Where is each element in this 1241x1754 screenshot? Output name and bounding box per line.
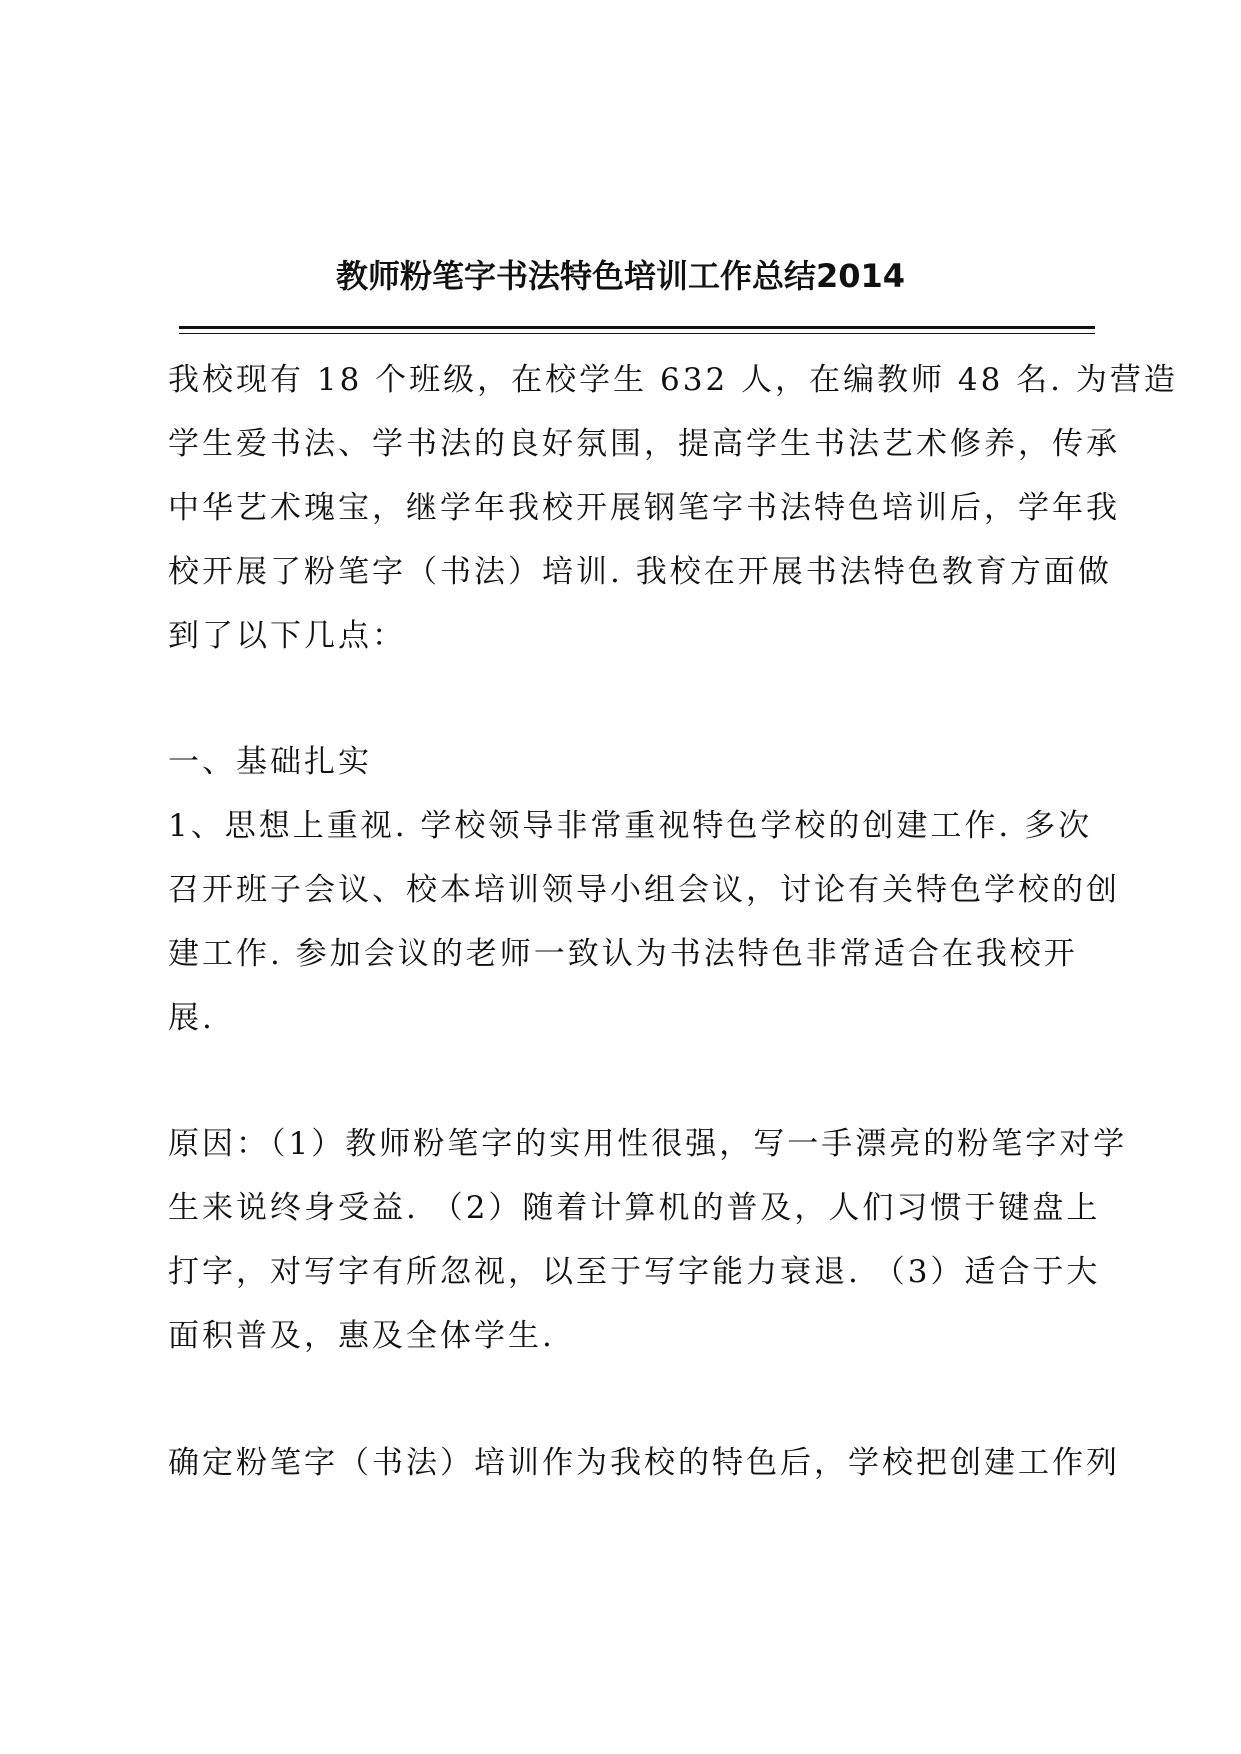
final-line: 确定粉笔字（书法）培训作为我校的特色后，学校把创建工作列 (168, 1445, 1120, 1481)
document-title: 教师粉笔字书法特色培训工作总结2014 (335, 257, 906, 295)
section-heading (168, 730, 1098, 794)
section-heading-text: 一、基础扎实 (168, 744, 372, 780)
intro-line: 我校现有 18 个班级，在校学生 632 人，在编教师 48 名. 为营造 (168, 362, 1178, 398)
reasons-line: 生来说终身受益. （2）随着计算机的普及，人们习惯于键盘上 (168, 1190, 1101, 1226)
intro-line: 中华艺术瑰宝，继学年我校开展钢笔字书法特色培训后，学年我 (168, 490, 1120, 526)
reasons-line: 原因：（1）教师粉笔字的实用性很强，写一手漂亮的粉笔字对学 (168, 1126, 1128, 1162)
intro-paragraph (168, 348, 1178, 668)
point-one-paragraph (168, 794, 1120, 1050)
reasons-line: 面积普及，惠及全体学生. (168, 1318, 555, 1354)
point-one-line: 建工作. 参加会议的老师一致认为书法特色非常适合在我校开 (168, 936, 1078, 972)
point-one-line: 展. (168, 1000, 215, 1036)
intro-line: 到了以下几点： (168, 618, 406, 654)
title-divider-thin (179, 333, 1095, 334)
reasons-line: 打字，对写字有所忽视，以至于写字能力衰退. （3）适合于大 (168, 1254, 1101, 1290)
intro-line: 校开展了粉笔字（书法）培训. 我校在开展书法特色教育方面做 (168, 554, 1112, 590)
reasons-paragraph (168, 1112, 1128, 1368)
title-divider-thick (179, 326, 1095, 329)
intro-line: 学生爱书法、学书法的良好氛围，提高学生书法艺术修养，传承 (168, 426, 1120, 462)
point-one-line: 1、思想上重视. 学校领导非常重视特色学校的创建工作. 多次 (168, 808, 1093, 844)
point-one-line: 召开班子会议、校本培训领导小组会议，讨论有关特色学校的创 (168, 872, 1120, 908)
final-paragraph (168, 1431, 1120, 1495)
